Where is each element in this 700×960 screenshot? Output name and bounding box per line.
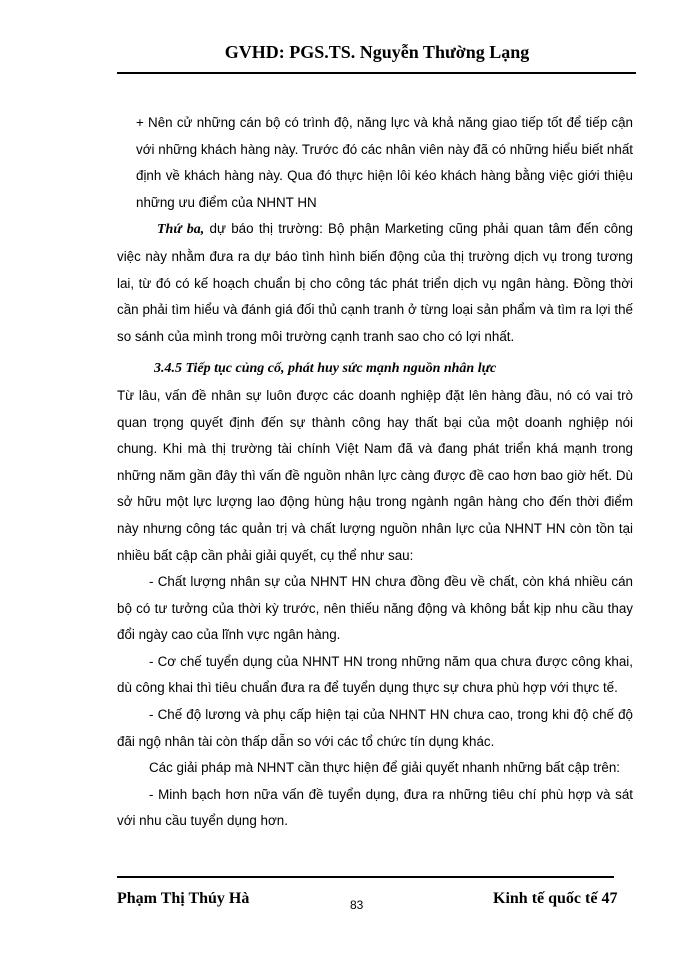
paragraph-market-forecast-text: dự báo thị trường: Bộ phận Marketing cũng phải quan tâm đến công việc này nhằm đưa ra dự báo tình hình biến động của thị trường dịch vụ trong tương lai, từ đó có kế hoạch chuẩn bị cho công tác phát triển dịch vụ ngân hàng. Đồng thời cần phải tìm hiểu và đánh giá đối thủ cạnh tranh ở từng loại sản phẩm và tìm ra lợi thế so sánh của mình trong môi trường cạnh tranh sao cho có lợi nhất. bbox=[117, 221, 633, 344]
paragraph-solutions-intro: Các giải pháp mà NHNT cần thực hiện để giải quyết nhanh những bất cập trên: bbox=[149, 760, 621, 776]
list-item-recruitment: - Cơ chế tuyển dụng của NHNT HN trong những năm qua chưa được công khai, dù công khai thì tiêu chuẩn đưa ra để tuyển dụng thực sự chưa phù hợp với thực tế. bbox=[117, 653, 633, 696]
list-item-salary: - Chế độ lương và phụ cấp hiện tại của NHNT HN chưa cao, trong khi độ chế độ đãi ngộ nhân tài còn thấp dẫn so với các tổ chức tín dụng khác. bbox=[117, 707, 633, 749]
footer-class: Kinh tế quốc tế 47 bbox=[493, 890, 618, 907]
list-item-staff-quality: - Chất lượng nhân sự của NHNT HN chưa đồng đều về chất, còn khá nhiều cán bộ có tư tưởng của thời kỳ trước, nên thiếu năng động và không bắt kịp nhu cầu thay đổi ngày cao của lĩnh vực ngân hàng. bbox=[117, 574, 633, 643]
paragraph-hr-intro: Từ lâu, vấn đề nhân sự luôn được các doanh nghiệp đặt lên hàng đầu, nó có vai trò quan trọng quyết định đến sự thành công hay thất bại của một doanh nghiệp nói chung. Khi mà thị trường tài chính Việt Nam đã và đang phát triển khá mạnh trong những năm gần đây thì vấn đề nguồn nhân lực càng được đề cao hơn bao giờ hết. Dù sở hữu một lực lượng lao động hùng hậu trong ngành ngân hàng cho đến thời điểm này nhưng công tác quản trị và chất lượng nguồn nhân lực của NHNT HN còn tồn tại nhiều bất cập cần phải giải quyết, cụ thể như sau: bbox=[117, 387, 633, 563]
header-divider bbox=[117, 72, 636, 74]
paragraph-market-forecast bbox=[117, 216, 633, 350]
paragraph-lead-label: Thứ ba, bbox=[157, 222, 205, 238]
footer-divider bbox=[117, 876, 614, 878]
page-number: 83 bbox=[350, 898, 364, 912]
header-title: GVHD: PGS.TS. Nguyễn Thường Lạng bbox=[224, 42, 530, 62]
section-heading: 3.4.5 Tiếp tục củng cố, phát huy sức mạnh nguồn nhân lực bbox=[154, 361, 497, 377]
paragraph-customer-staff: + Nên cử những cán bộ có trình độ, năng lực và khả năng giao tiếp tốt để tiếp cận với những khách hàng này. Trước đó các nhân viên này đã có những hiểu biết nhất định về khách hàng này. Qua đó thực hiện lôi kéo khách hàng bằng việc giới thiệu những ưu điểm của NHNT HN bbox=[136, 115, 633, 210]
list-item-transparency: - Minh bạch hơn nữa vấn đề tuyển dụng, đưa ra những tiêu chí phù hợp và sát với nhu cầu tuyển dụng hơn. bbox=[117, 786, 633, 829]
document-body bbox=[117, 110, 633, 835]
footer-author: Phạm Thị Thúy Hà bbox=[117, 890, 250, 907]
